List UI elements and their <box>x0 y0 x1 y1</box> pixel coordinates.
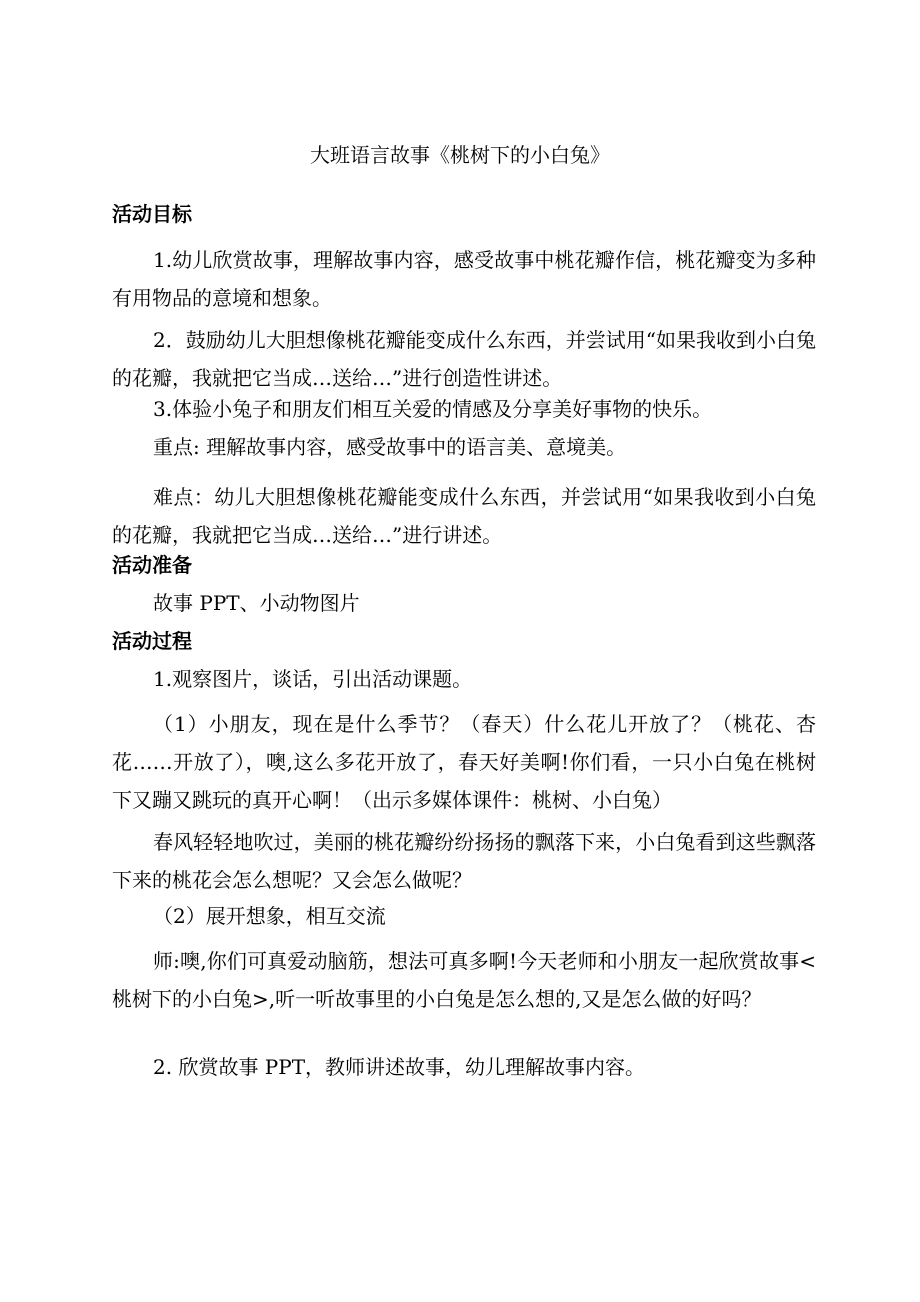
process-step-2: 2. 欣赏故事 PPT，教师讲述故事，幼儿理解故事内容。 <box>153 1055 646 1079</box>
section-heading-prep: 活动准备 <box>112 553 192 577</box>
document-title: 大班语言故事《桃树下的小白兔》 <box>310 143 610 167</box>
goal-item-1: 1.幼儿欣赏故事，理解故事内容，感受故事中桃花瓣作信，桃花瓣变为多种有用物品的意境和想象。 <box>112 248 816 310</box>
goal-item-3: 3.体验小兔子和朋友们相互关爱的情感及分享美好事物的快乐。 <box>153 397 713 421</box>
section-heading-goals: 活动目标 <box>112 202 192 226</box>
process-step-1-sub-1: （1）小朋友，现在是什么季节？（春天）什么花儿开放了？（桃花、杏花……开放了），噢,这么多花开放了，春天好美啊!你们看，一只小白兔在桃树下又蹦又跳玩的真开心啊！（出示多媒体课件：桃树、小白兔） <box>112 712 816 812</box>
process-step-1-sub-2: （2）展开想象，相互交流 <box>153 904 386 928</box>
teacher-line: 师:噢,你们可真爱动脑筋，想法可真多啊!今天老师和小朋友一起欣赏故事<桃树下的小白兔>,听一听故事里的小白兔是怎么想的,又是怎么做的好吗？ <box>112 949 816 1011</box>
key-point: 重点: 理解故事内容，感受故事中的语言美、意境美。 <box>153 435 627 459</box>
process-step-1: 1.观察图片，谈话，引出活动课题。 <box>153 667 473 691</box>
difficulty-point: 难点：幼儿大胆想像桃花瓣能变成什么东西，并尝试用“如果我收到小白兔的花瓣，我就把它当成…送给…”进行讲述。 <box>112 485 816 547</box>
process-step-1-paragraph: 春风轻轻地吹过，美丽的桃花瓣纷纷扬扬的飘落下来，小白兔看到这些飘落下来的桃花会怎么想呢？又会怎么做呢？ <box>112 830 816 892</box>
section-heading-process: 活动过程 <box>112 629 192 653</box>
prep-materials: 故事 PPT、小动物图片 <box>153 591 360 615</box>
goal-item-2: 2．鼓励幼儿大胆想像桃花瓣能变成什么东西，并尝试用“如果我收到小白兔的花瓣，我就把它当成…送给…”进行创造性讲述。 <box>112 328 816 390</box>
